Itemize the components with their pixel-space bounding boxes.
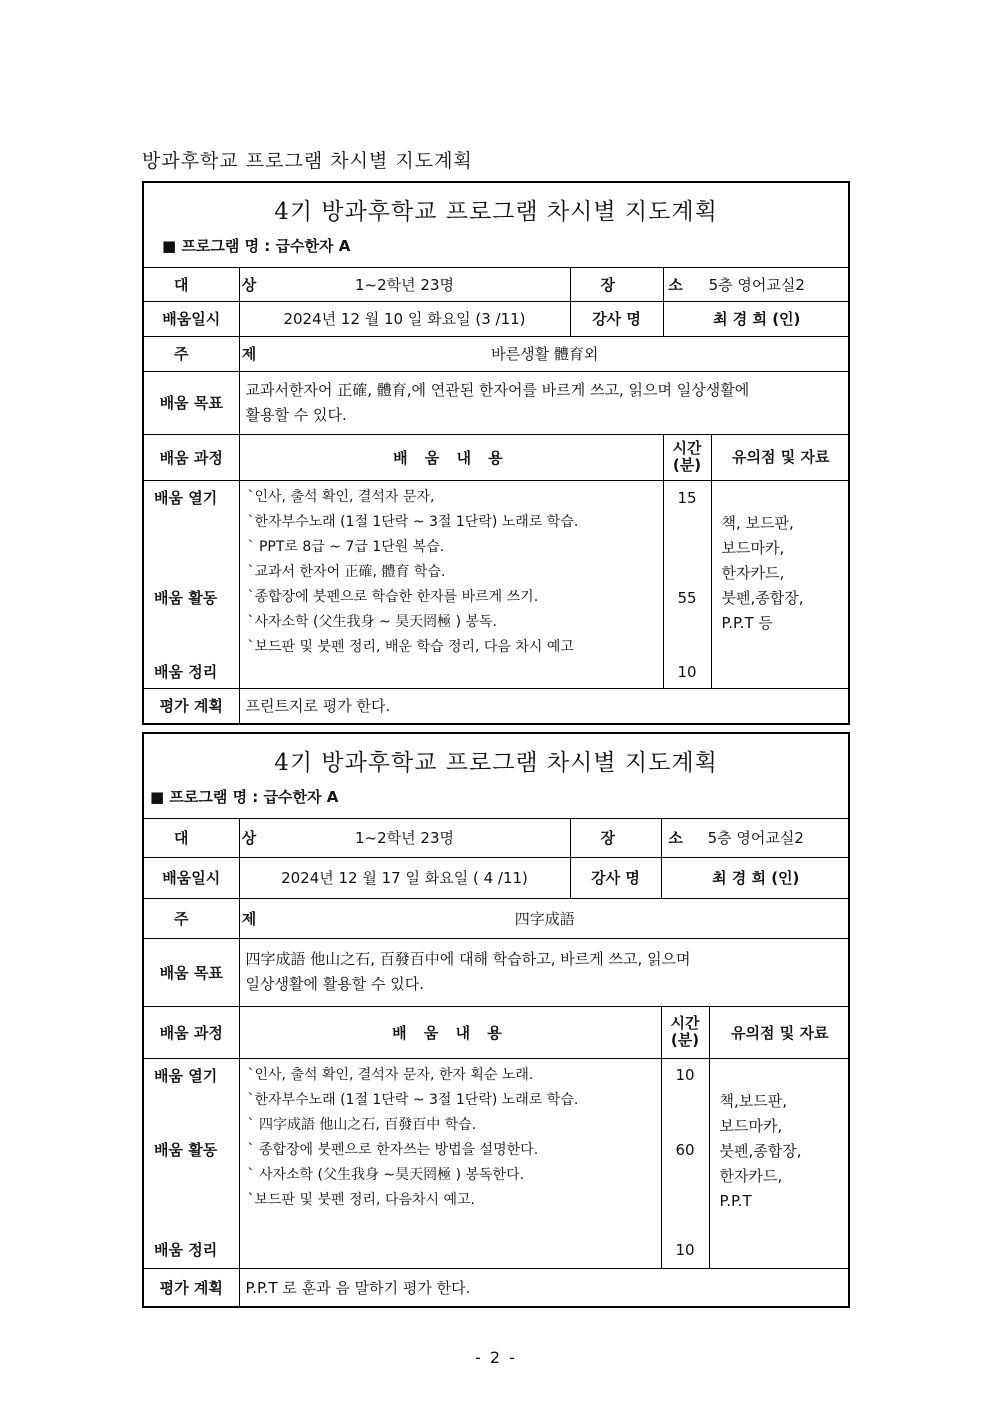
page-number: - 2 -	[475, 1348, 517, 1367]
goal-label: 배움 목표	[144, 938, 239, 1006]
plan-header	[144, 734, 848, 819]
eval-label: 평가 계획	[144, 688, 239, 723]
notes-line: P.P.T	[719, 1191, 752, 1210]
notes-line: 붓펜,종합장,	[719, 1141, 802, 1160]
stage-close: 배움 정리	[154, 1240, 218, 1259]
notes-line: 책, 보드판,	[721, 513, 794, 532]
place-value: 5층 영어교실2	[661, 819, 850, 857]
minutes-close: 10	[677, 662, 697, 681]
teacher-label: 강사 명	[570, 857, 661, 898]
place-value: 5층 영어교실2	[663, 268, 850, 301]
content-line: `보드판 및 붓펜 정리, 배운 학습 정리, 다음 차시 예고	[247, 638, 574, 655]
plan-header	[144, 183, 848, 268]
eval-label: 평가 계획	[144, 1268, 239, 1306]
goal-line: 교과서한자어 正確, 體育,에 연관된 한자어를 바르게 쓰고, 읽으며 일상생활에	[245, 380, 750, 399]
stage-activity: 배움 활동	[154, 588, 218, 607]
teacher-value: 최 경 희 (인)	[661, 857, 850, 898]
date-value: 2024년 12 월 17 일 화요일 ( 4 /11)	[239, 857, 570, 898]
content-header: 배 움 내 용	[239, 1006, 661, 1058]
notes-line: 보드마카,	[719, 1116, 783, 1135]
topic-label: 주 제	[144, 336, 239, 371]
teacher-label: 강사 명	[570, 301, 663, 336]
notes-header: 유의점 및 자료	[709, 1006, 850, 1058]
process-label: 배움 과정	[144, 1006, 239, 1058]
minutes-open: 15	[677, 488, 697, 507]
program-name: ■ 프로그램 명 : 급수한자 A	[150, 788, 339, 806]
stage-activity: 배움 활동	[154, 1140, 218, 1159]
target-label: 대 상	[144, 819, 239, 857]
notes-column	[709, 1058, 850, 1268]
notes-line: 보드마카,	[721, 538, 785, 557]
teacher-value: 최 경 희 (인)	[663, 301, 850, 336]
stage-column	[144, 1058, 239, 1268]
notes-line: 붓펜,종합장,	[721, 588, 804, 607]
goal-line: 활용할 수 있다.	[245, 405, 347, 424]
content-line: `인사, 출석 확인, 결석자 문자, 한자 획순 노래.	[247, 1066, 534, 1083]
process-label: 배움 과정	[144, 434, 239, 480]
topic-value: 四字成語	[239, 898, 850, 938]
topic-label: 주 제	[144, 898, 239, 938]
content-line: `한자부수노래 (1절 1단락 ~ 3절 1단락) 노래로 학습.	[247, 513, 579, 530]
notes-line: 책,보드판,	[719, 1091, 787, 1110]
content-line: `한자부수노래 (1절 1단락 ~ 3절 1단락) 노래로 학습.	[247, 1091, 579, 1108]
content-header: 배 움 내 용	[239, 434, 663, 480]
lesson-plan-2	[142, 732, 850, 1308]
time-header: 시간 (분)	[663, 434, 711, 480]
content-line: `사자소학 (父生我身 ~ 昊天罔極 ) 봉독.	[247, 613, 497, 630]
date-label: 배움일시	[144, 301, 239, 336]
topic-value: 바른생활 體育외	[239, 336, 850, 371]
goal-label: 배움 목표	[144, 371, 239, 434]
minutes-close: 10	[675, 1240, 695, 1259]
notes-line: 한자카드,	[721, 563, 785, 582]
eval-value: 프린트지로 평가 한다.	[239, 688, 850, 723]
time-header: 시간 (분)	[661, 1006, 709, 1058]
notes-column	[711, 480, 850, 688]
minutes-activity: 60	[675, 1140, 695, 1159]
place-label: 장 소	[570, 268, 663, 301]
minutes-activity: 55	[677, 588, 697, 607]
date-label: 배움일시	[144, 857, 239, 898]
plan-title: 4기 방과후학교 프로그램 차시별 지도계획	[274, 750, 718, 776]
minutes-open: 10	[675, 1065, 695, 1084]
date-value: 2024년 12 월 10 일 화요일 (3 /11)	[239, 301, 570, 336]
content-line: ` PPT로 8급 ~ 7급 1단원 복습.	[247, 538, 445, 555]
document-heading: 방과후학교 프로그램 차시별 지도계획	[142, 150, 473, 172]
program-name: ■ 프로그램 명 : 급수한자 A	[162, 237, 351, 255]
content-line: `인사, 출석 확인, 결석자 문자,	[247, 488, 435, 505]
plan-title: 4기 방과후학교 프로그램 차시별 지도계획	[274, 199, 718, 225]
stage-open: 배움 열기	[154, 1066, 218, 1085]
stage-close: 배움 정리	[154, 662, 218, 681]
notes-line: P.P.T 등	[721, 613, 773, 632]
content-line: `보드판 및 붓펜 정리, 다음차시 예고.	[247, 1191, 475, 1208]
content-line: ` 四字成語 他山之石, 百發百中 학습.	[247, 1116, 477, 1133]
notes-line: 한자카드,	[719, 1166, 783, 1185]
content-column	[239, 480, 663, 688]
plan-table	[144, 268, 850, 723]
content-line: ` 종합장에 붓펜으로 한자쓰는 방법을 설명한다.	[247, 1141, 539, 1158]
goal-value	[239, 938, 850, 1006]
minutes-column	[661, 1058, 709, 1268]
notes-header: 유의점 및 자료	[711, 434, 850, 480]
target-value: 1~2학년 23명	[239, 819, 570, 857]
content-line: `종합장에 붓펜으로 학습한 한자를 바르게 쓰기.	[247, 588, 539, 605]
goal-line: 일상생활에 활용할 수 있다.	[245, 975, 424, 993]
target-value: 1~2학년 23명	[239, 268, 570, 301]
stage-open: 배움 열기	[154, 488, 218, 507]
place-label: 장 소	[570, 819, 661, 857]
content-line: `교과서 한자어 正確, 體育 학습.	[247, 563, 446, 580]
lesson-plan-1	[142, 181, 850, 725]
eval-value: P.P.T 로 훈과 음 말하기 평가 한다.	[239, 1268, 850, 1306]
target-label: 대 상	[144, 268, 239, 301]
content-column	[239, 1058, 661, 1268]
goal-value	[239, 371, 850, 434]
stage-column	[144, 480, 239, 688]
content-line: ` 사자소학 (父生我身 ~昊天罔極 ) 봉독한다.	[247, 1166, 525, 1183]
goal-line: 四字成語 他山之石, 百發百中에 대해 학습하고, 바르게 쓰고, 읽으며	[245, 950, 691, 968]
plan-table	[144, 819, 850, 1306]
minutes-column	[663, 480, 711, 688]
